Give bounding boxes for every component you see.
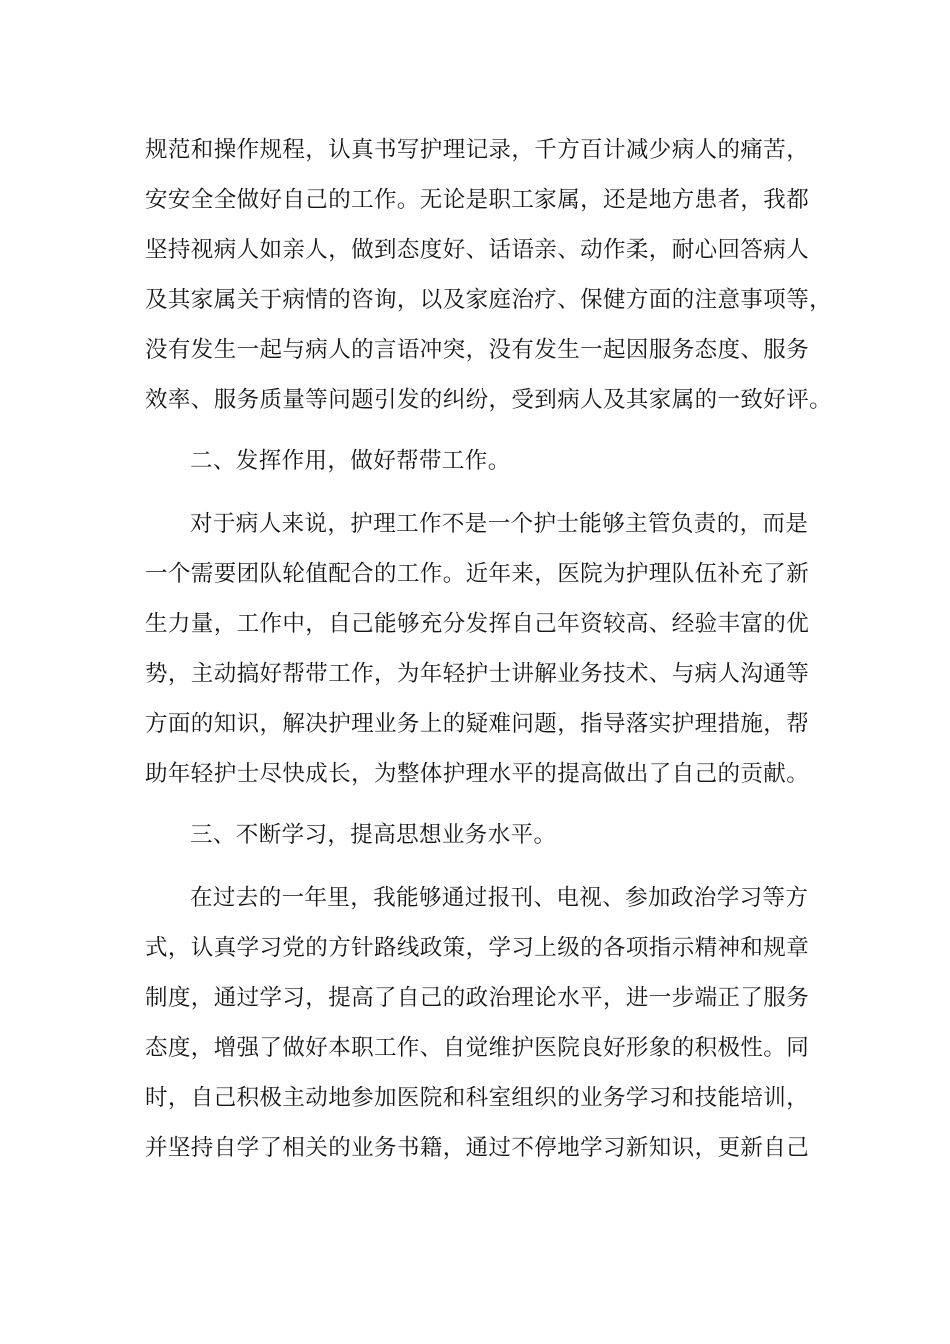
text-line: 在过去的一年里，我能够通过报刊、电视、参加政治学习等方 <box>190 885 809 911</box>
text-line: 制度，通过学习，提高了自己的政治理论水平，进一步端正了服务 <box>145 985 810 1011</box>
text-line: 没有发生一起与病人的言语冲突，没有发生一起因服务态度、服务 <box>145 337 810 363</box>
text-line: 规范和操作规程，认真书写护理记录，千方百计减少病人的痛苦， <box>145 137 810 163</box>
text-line: 及其家属关于病情的咨询，以及家庭治疗、保健方面的注意事项等， <box>145 287 833 313</box>
text-line: 一个需要团队轮值配合的工作。近年来，医院为护理队伍补充了新 <box>145 561 810 587</box>
text-line: 式，认真学习党的方针路线政策，学习上级的各项指示精神和规章 <box>145 935 810 961</box>
text-line: 对于病人来说，护理工作不是一个护士能够主管负责的，而是 <box>190 511 809 537</box>
section-heading: 三、不断学习，提高思想业务水平。 <box>190 822 557 848</box>
text-line: 势，主动搞好帮带工作，为年轻护士讲解业务技术、与病人沟通等 <box>145 661 810 687</box>
section-heading: 二、发挥作用，做好帮带工作。 <box>190 448 511 474</box>
text-line: 生力量，工作中，自己能够充分发挥自己年资较高、经验丰富的优 <box>145 611 810 637</box>
text-line: 方面的知识，解决护理业务上的疑难问题，指导落实护理措施，帮 <box>145 711 810 737</box>
text-line: 坚持视病人如亲人，做到态度好、话语亲、动作柔，耐心回答病人 <box>145 237 810 263</box>
text-line: 助年轻护士尽快成长，为整体护理水平的提高做出了自己的贡献。 <box>145 761 810 787</box>
text-line: 态度，增强了做好本职工作、自觉维护医院良好形象的积极性。同 <box>145 1035 810 1061</box>
text-line: 效率、服务质量等问题引发的纠纷，受到病人及其家属的一致好评。 <box>145 387 833 413</box>
text-line: 时，自己积极主动地参加医院和科室组织的业务学习和技能培训， <box>145 1085 810 1111</box>
text-line: 安安全全做好自己的工作。无论是职工家属，还是地方患者，我都 <box>145 187 810 213</box>
text-line: 并坚持自学了相关的业务书籍，通过不停地学习新知识，更新自己 <box>145 1135 810 1161</box>
